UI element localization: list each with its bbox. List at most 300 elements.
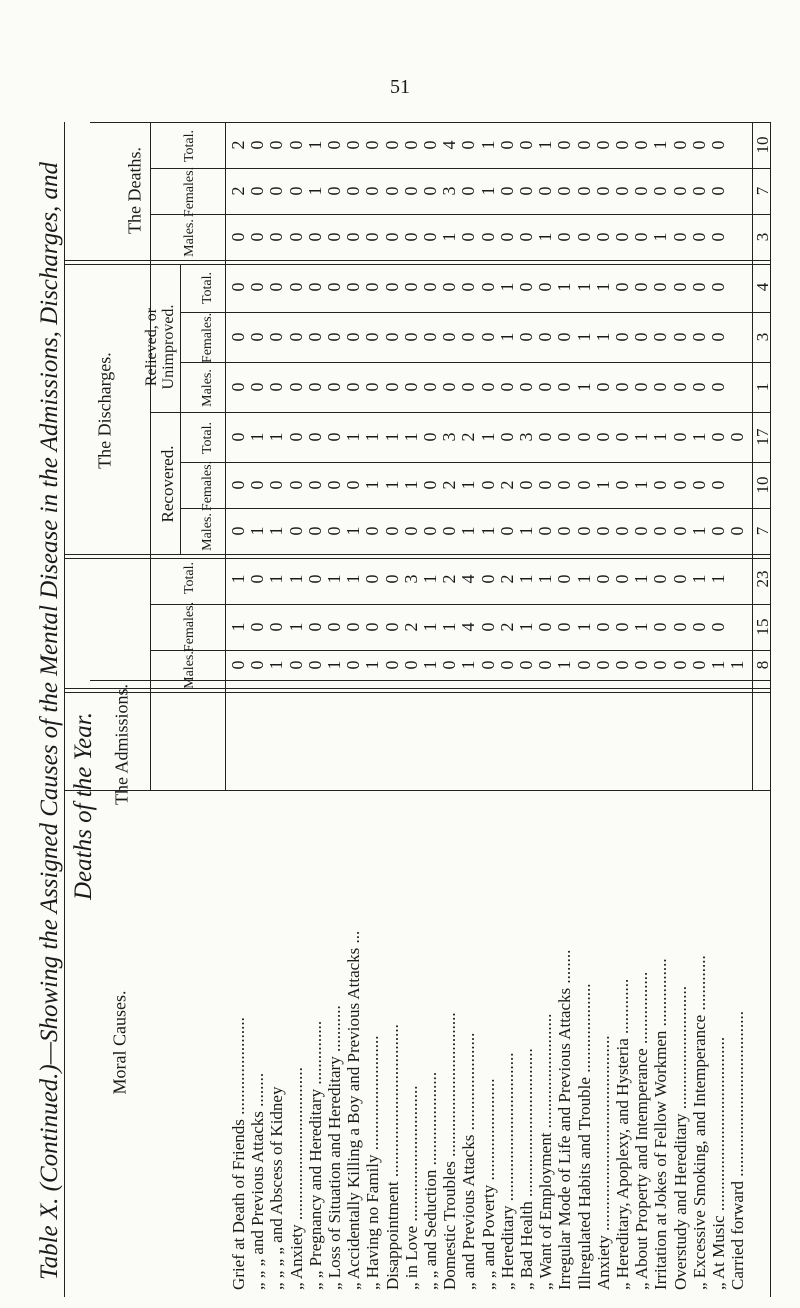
- cell-recovered-total-19: 0: [592, 432, 613, 442]
- cell-deaths-males-13: 0: [477, 232, 498, 242]
- cell-deaths-females-15: 0: [516, 186, 536, 196]
- cell-relieved-females-21: 0: [631, 332, 652, 342]
- cell-recovered-total-12: 2: [458, 432, 479, 442]
- cell-relieved-males-6: 0: [343, 382, 364, 392]
- rule: [64, 692, 770, 693]
- cell-relieved-males-23: 0: [669, 382, 690, 392]
- cell-deaths-females-20: 0: [612, 186, 632, 196]
- cell-admissions-females-15: 1: [516, 622, 536, 632]
- cell-relieved-males-5: 0: [324, 382, 344, 392]
- page-title: [0, 0, 110, 1308]
- cell-recovered-females-24: 0: [688, 480, 709, 490]
- cell-relieved-females-11: 0: [439, 332, 460, 342]
- cell-relieved-females-8: 0: [381, 332, 402, 342]
- cell-admissions-males-15: 0: [516, 660, 536, 670]
- cell-relieved-males-14: 0: [496, 382, 517, 392]
- rule: [180, 312, 770, 313]
- cell-recovered-total-6: 1: [343, 432, 364, 442]
- cause-label: Disappointment ....................................: [382, 1024, 402, 1290]
- cell-admissions-total-11: 2: [439, 574, 460, 584]
- label-admissions-males: Males.: [182, 651, 197, 689]
- cell-recovered-total-18: 0: [573, 432, 594, 442]
- cell-deaths-males-4: 0: [304, 232, 325, 242]
- cause-label: „ Hereditary ...................................: [497, 1052, 517, 1290]
- cell-deaths-total-23: 0: [669, 140, 690, 150]
- cell-relieved-females-18: 1: [573, 332, 594, 342]
- cell-deaths-males-24: 0: [688, 232, 709, 242]
- cell-relieved-females-5: 0: [324, 332, 344, 342]
- cell-relieved-males-10: 0: [420, 382, 440, 392]
- rule: [180, 462, 770, 463]
- label-relieved-total: Total.: [200, 271, 215, 305]
- cell-deaths-males-2: 0: [266, 232, 287, 242]
- cause-label: „ Anxiety ....................................: [286, 1067, 306, 1290]
- cell-recovered-total-1: 1: [247, 432, 268, 442]
- rule: [150, 650, 770, 651]
- cell-deaths-males-9: 0: [400, 232, 421, 242]
- cell-admissions-males-20: 0: [612, 660, 632, 670]
- cell-recovered-males-6: 1: [343, 526, 364, 536]
- cell-recovered-males-21: 0: [631, 526, 652, 536]
- cell-recovered-total-5: 0: [324, 432, 344, 442]
- cell-deaths-total-16: 1: [535, 140, 556, 150]
- cell-deaths-males-0: 0: [228, 232, 248, 242]
- label-admissions-females: Females.: [182, 601, 197, 653]
- cell-relieved-females-16: 0: [535, 332, 556, 342]
- cell-deaths-females-19: 0: [592, 186, 613, 196]
- rule: [225, 122, 226, 790]
- cell-deaths-total-6: 0: [343, 140, 364, 150]
- cause-label: „ and Previous Attacks .......................: [459, 1032, 479, 1290]
- header-moral-causes: Moral Causes.: [109, 990, 130, 1095]
- cause-label: „ Hereditary, Apoplexy, and Hysteria .............: [613, 978, 632, 1290]
- cell-deaths-females-11: 3: [439, 186, 460, 196]
- cell-recovered-total-15: 3: [516, 432, 536, 442]
- cell-relieved-males-13: 0: [477, 382, 498, 392]
- cell-admissions-females-6: 0: [343, 622, 364, 632]
- cell-deaths-males-21: 0: [631, 232, 652, 242]
- cell-recovered-females-21: 1: [631, 480, 652, 490]
- cell-deaths-total-10: 0: [420, 140, 440, 150]
- cell-deaths-males-6: 0: [343, 232, 364, 242]
- cell-recovered-females-10: 0: [420, 480, 440, 490]
- cell-relieved-total-23: 0: [669, 282, 690, 292]
- cell-deaths-males-22: 1: [650, 232, 671, 242]
- rule: [752, 122, 753, 790]
- rule: [150, 604, 770, 605]
- cell-recovered-total-13: 1: [477, 432, 498, 442]
- label-admissions-total: Total.: [182, 561, 197, 595]
- cell-admissions-total-26: 23: [753, 570, 772, 588]
- cause-label: Illregulated Habits and Trouble .....................: [574, 983, 594, 1290]
- cell-admissions-total-14: 2: [496, 574, 517, 584]
- cell-relieved-total-20: 0: [612, 282, 632, 292]
- cell-recovered-total-27: 17: [753, 428, 772, 446]
- cell-recovered-total-23: 0: [669, 432, 690, 442]
- cell-admissions-males-12: 1: [458, 660, 479, 670]
- cell-deaths-total-13: 1: [477, 140, 498, 150]
- rule: [150, 412, 770, 413]
- cause-label: Grief at Death of Friends .......................: [229, 1017, 248, 1290]
- rule: [64, 122, 65, 1297]
- cell-relieved-total-12: 0: [458, 282, 479, 292]
- cell-deaths-total-20: 0: [612, 140, 632, 150]
- cell-relieved-males-15: 0: [516, 382, 536, 392]
- cell-relieved-females-1: 0: [247, 332, 268, 342]
- rule: [180, 508, 770, 509]
- cause-label: „ Bad Health ...................................: [517, 1048, 536, 1290]
- cell-deaths-females-2: 0: [266, 186, 287, 196]
- rule: [64, 260, 770, 261]
- cause-label: „ „ and Poverty ........................: [478, 1078, 498, 1290]
- cell-admissions-males-4: 0: [304, 660, 325, 670]
- cause-label: „ Loss of Situation and Hereditary ...........: [325, 1005, 344, 1290]
- cell-admissions-total-7: 0: [362, 574, 383, 584]
- cell-admissions-total-21: 1: [631, 574, 652, 584]
- cell-admissions-total-15: 1: [516, 574, 536, 584]
- cell-recovered-males-8: 0: [381, 526, 402, 536]
- cell-admissions-males-21: 0: [631, 660, 652, 670]
- cell-admissions-females-0: 1: [228, 622, 248, 632]
- cell-relieved-males-8: 0: [381, 382, 402, 392]
- cell-recovered-total-7: 1: [362, 432, 383, 442]
- cell-recovered-males-14: 0: [496, 526, 517, 536]
- cell-recovered-males-15: 1: [516, 526, 536, 536]
- cell-admissions-total-9: 3: [400, 574, 421, 584]
- cell-deaths-females-3: 0: [285, 186, 306, 196]
- rule: [180, 264, 181, 554]
- cell-deaths-total-22: 1: [650, 140, 671, 150]
- cell-relieved-females-26: 3: [753, 332, 772, 342]
- cell-deaths-total-1: 0: [247, 140, 268, 150]
- cell-admissions-total-23: 0: [669, 574, 690, 584]
- cell-relieved-males-9: 0: [400, 382, 421, 392]
- cell-relieved-males-21: 0: [631, 382, 652, 392]
- cell-recovered-males-7: 0: [362, 526, 383, 536]
- cause-label: „ „ „ „ and Abscess of Kidney: [267, 1086, 287, 1290]
- cell-relieved-males-26: 1: [753, 382, 772, 392]
- cell-admissions-females-19: 0: [592, 622, 613, 632]
- cell-admissions-females-10: 1: [420, 622, 440, 632]
- cell-deaths-total-24: 0: [688, 140, 709, 150]
- cell-admissions-males-14: 0: [496, 660, 517, 670]
- cell-recovered-total-14: 0: [496, 432, 517, 442]
- cell-admissions-males-19: 0: [592, 660, 613, 670]
- cell-recovered-males-23: 0: [669, 526, 690, 536]
- cell-deaths-females-22: 0: [650, 186, 671, 196]
- cell-admissions-total-16: 1: [535, 574, 556, 584]
- cell-admissions-females-1: 0: [247, 622, 268, 632]
- cell-recovered-males-25: 0: [708, 526, 728, 536]
- cell-deaths-total-15: 0: [516, 140, 536, 150]
- rule: [150, 122, 151, 790]
- cell-recovered-males-20: 0: [612, 526, 632, 536]
- cell-admissions-males-27: 8: [753, 660, 772, 670]
- cell-relieved-males-11: 0: [439, 382, 460, 392]
- cell-recovered-females-7: 1: [362, 480, 383, 490]
- cell-deaths-males-7: 0: [362, 232, 383, 242]
- cell-deaths-total-11: 4: [439, 140, 460, 150]
- cell-deaths-males-15: 0: [516, 232, 536, 242]
- cause-label: „ Want of Employment ...........................: [536, 1013, 556, 1290]
- cell-deaths-females-14: 0: [496, 186, 517, 196]
- cell-admissions-total-25: 1: [708, 574, 728, 584]
- cell-admissions-females-23: 0: [669, 622, 690, 632]
- cell-relieved-total-16: 0: [535, 282, 556, 292]
- cell-deaths-males-23: 0: [669, 232, 690, 242]
- cell-admissions-males-23: 0: [669, 660, 690, 670]
- cell-relieved-total-15: 0: [516, 282, 536, 292]
- cell-admissions-females-24: 0: [688, 622, 709, 632]
- cell-relieved-females-2: 0: [266, 332, 287, 342]
- cell-admissions-total-6: 1: [343, 574, 364, 584]
- cell-relieved-females-3: 0: [285, 332, 306, 342]
- cell-deaths-males-8: 0: [381, 232, 402, 242]
- cell-recovered-total-25: 0: [708, 432, 728, 442]
- cell-recovered-females-8: 1: [381, 480, 402, 490]
- cell-admissions-males-7: 1: [362, 660, 383, 670]
- cell-recovered-males-2: 1: [266, 526, 287, 536]
- cell-recovered-males-19: 0: [592, 526, 613, 536]
- cell-deaths-males-12: 0: [458, 232, 479, 242]
- cell-recovered-total-10: 0: [420, 432, 440, 442]
- cause-label: „ At Music .........................................: [709, 1036, 728, 1290]
- cell-recovered-females-19: 1: [592, 480, 613, 490]
- cell-deaths-total-19: 0: [592, 140, 613, 150]
- cell-recovered-males-4: 0: [304, 526, 325, 536]
- cell-recovered-total-11: 3: [439, 432, 460, 442]
- cell-deaths-females-25: 0: [708, 186, 728, 196]
- cell-recovered-total-26: 0: [727, 432, 748, 442]
- cell-deaths-total-4: 1: [304, 140, 325, 150]
- rule: [150, 168, 770, 169]
- cell-relieved-males-3: 0: [285, 382, 306, 392]
- cell-deaths-females-4: 1: [304, 186, 325, 196]
- cell-recovered-males-5: 0: [324, 526, 344, 536]
- cell-admissions-total-20: 0: [612, 574, 632, 584]
- cause-label: „ Accidentally Killing a Boy and Previous Attacks ...: [344, 930, 364, 1290]
- cause-label: „ Having no Family ...........................: [363, 1035, 383, 1290]
- cell-relieved-males-1: 0: [247, 382, 268, 392]
- cell-deaths-females-9: 0: [400, 186, 421, 196]
- cell-recovered-males-24: 1: [688, 526, 709, 536]
- cell-recovered-females-0: 0: [228, 480, 248, 490]
- cell-recovered-females-26: 10: [753, 476, 772, 494]
- cell-recovered-total-24: 1: [688, 432, 709, 442]
- cause-label: Irregular Mode of Life and Previous Attacks ........: [555, 949, 575, 1290]
- cell-recovered-females-11: 2: [439, 480, 460, 490]
- cell-relieved-females-24: 0: [688, 332, 709, 342]
- cell-admissions-males-25: 1: [708, 660, 728, 670]
- cell-admissions-females-8: 0: [381, 622, 402, 632]
- rule: [64, 688, 770, 689]
- cause-label: „ „ „ and Previous Attacks ........: [248, 1072, 268, 1290]
- cell-recovered-males-12: 1: [458, 526, 479, 536]
- cell-recovered-males-18: 0: [573, 526, 594, 536]
- cell-relieved-males-19: 0: [592, 382, 613, 392]
- cell-admissions-total-13: 0: [477, 574, 498, 584]
- cell-admissions-males-24: 0: [688, 660, 709, 670]
- cell-recovered-females-5: 0: [324, 480, 344, 490]
- cell-admissions-total-1: 0: [247, 574, 268, 584]
- cell-deaths-total-18: 0: [573, 140, 594, 150]
- cause-label: Domestic Troubles ..................................: [440, 1012, 460, 1290]
- cell-deaths-females-13: 1: [477, 186, 498, 196]
- cell-admissions-males-0: 0: [228, 660, 248, 670]
- cell-admissions-males-5: 1: [324, 660, 344, 670]
- cell-deaths-males-26: 3: [753, 232, 772, 242]
- cell-relieved-males-12: 0: [458, 382, 479, 392]
- cell-recovered-males-11: 0: [439, 526, 460, 536]
- cell-deaths-females-0: 2: [228, 186, 248, 196]
- cell-deaths-females-18: 0: [573, 186, 594, 196]
- cell-recovered-females-20: 0: [612, 480, 632, 490]
- cell-deaths-females-26: 7: [753, 186, 772, 196]
- cell-deaths-males-25: 0: [708, 232, 728, 242]
- cell-relieved-total-14: 1: [496, 282, 517, 292]
- cell-relieved-total-0: 0: [228, 282, 248, 292]
- cell-admissions-total-10: 1: [420, 574, 440, 584]
- cell-relieved-males-4: 0: [304, 382, 325, 392]
- label-deaths-females: Females.: [182, 166, 197, 218]
- cell-admissions-males-22: 0: [650, 660, 671, 670]
- cell-admissions-males-8: 0: [381, 660, 402, 670]
- cause-label: Overstudy and Hereditary .............................: [670, 985, 690, 1290]
- cell-admissions-females-9: 2: [400, 622, 421, 632]
- cell-recovered-females-9: 1: [400, 480, 421, 490]
- cell-recovered-females-17: 0: [554, 480, 575, 490]
- cell-relieved-females-6: 0: [343, 332, 364, 342]
- cell-deaths-males-3: 0: [285, 232, 306, 242]
- cause-label: Irritation at Jokes of Fellow Workmen ................: [651, 958, 671, 1290]
- cell-relieved-total-21: 0: [631, 282, 652, 292]
- cell-relieved-males-2: 0: [266, 382, 287, 392]
- cell-deaths-total-3: 0: [285, 140, 306, 150]
- cell-deaths-total-7: 0: [362, 140, 383, 150]
- cell-admissions-females-12: 4: [458, 622, 479, 632]
- cell-recovered-total-3: 0: [285, 432, 306, 442]
- cell-admissions-total-12: 4: [458, 574, 479, 584]
- cell-deaths-females-23: 0: [669, 186, 690, 196]
- label-deaths-total: Total.: [182, 129, 197, 163]
- cell-relieved-total-6: 0: [343, 282, 364, 292]
- cell-relieved-total-8: 0: [381, 282, 402, 292]
- cell-deaths-males-19: 0: [592, 232, 613, 242]
- cell-relieved-total-13: 0: [477, 282, 498, 292]
- cause-label: Anxiety ..............................................: [593, 1035, 613, 1290]
- cell-relieved-males-25: 0: [708, 382, 728, 392]
- cell-admissions-males-13: 0: [477, 660, 498, 670]
- cell-admissions-females-2: 0: [266, 622, 287, 632]
- cell-admissions-total-0: 1: [228, 574, 248, 584]
- cell-relieved-total-22: 0: [650, 282, 671, 292]
- label-relieved-females: Females.: [200, 312, 215, 364]
- cell-relieved-total-17: 1: [554, 282, 575, 292]
- cell-admissions-females-22: 0: [650, 622, 671, 632]
- cell-relieved-females-22: 0: [650, 332, 671, 342]
- cell-admissions-total-22: 0: [650, 574, 671, 584]
- title-line-2: Deaths of the Year.: [70, 712, 97, 900]
- cell-recovered-total-20: 0: [612, 432, 632, 442]
- cell-deaths-total-5: 0: [324, 140, 344, 150]
- cell-admissions-females-11: 1: [439, 622, 460, 632]
- cell-recovered-total-8: 1: [381, 432, 402, 442]
- cell-recovered-total-17: 0: [554, 432, 575, 442]
- rule: [64, 558, 770, 559]
- cell-recovered-total-21: 1: [631, 432, 652, 442]
- cell-deaths-total-14: 0: [496, 140, 517, 150]
- cell-relieved-total-24: 0: [688, 282, 709, 292]
- cell-deaths-females-5: 0: [324, 186, 344, 196]
- cell-admissions-females-14: 2: [496, 622, 517, 632]
- cell-relieved-males-0: 0: [228, 382, 248, 392]
- cell-relieved-total-11: 0: [439, 282, 460, 292]
- header-deaths: The Deaths.: [124, 147, 145, 234]
- cell-admissions-total-4: 0: [304, 574, 325, 584]
- cell-recovered-males-26: 0: [727, 526, 748, 536]
- cell-relieved-females-9: 0: [400, 332, 421, 342]
- cell-recovered-females-1: 0: [247, 480, 268, 490]
- cell-recovered-males-22: 0: [650, 526, 671, 536]
- cell-recovered-males-1: 1: [247, 526, 268, 536]
- cell-admissions-females-20: 0: [612, 622, 632, 632]
- cell-relieved-total-26: 4: [753, 282, 772, 292]
- cell-recovered-total-9: 1: [400, 432, 421, 442]
- cell-relieved-males-20: 0: [612, 382, 632, 392]
- cell-relieved-females-17: 0: [554, 332, 575, 342]
- cell-relieved-females-13: 0: [477, 332, 498, 342]
- cell-deaths-females-10: 0: [420, 186, 440, 196]
- cell-recovered-total-22: 1: [650, 432, 671, 442]
- cell-relieved-total-9: 0: [400, 282, 421, 292]
- label-recovered-males: Males.: [200, 513, 215, 551]
- cell-admissions-females-4: 0: [304, 622, 325, 632]
- cell-recovered-females-3: 0: [285, 480, 306, 490]
- cell-admissions-males-11: 0: [439, 660, 460, 670]
- cause-label: „ About Property and Intemperance .................: [632, 971, 652, 1290]
- cell-recovered-males-17: 0: [554, 526, 575, 536]
- cause-label: „ Excessive Smoking, and Intemperance .............: [689, 955, 709, 1290]
- cell-recovered-females-23: 0: [669, 480, 690, 490]
- cell-recovered-females-12: 1: [458, 480, 479, 490]
- cell-admissions-females-3: 1: [285, 622, 306, 632]
- cell-admissions-females-7: 0: [362, 622, 383, 632]
- cell-relieved-females-15: 0: [516, 332, 536, 342]
- cell-relieved-total-10: 0: [420, 282, 440, 292]
- cell-deaths-total-9: 0: [400, 140, 421, 150]
- rule: [180, 362, 770, 363]
- cell-recovered-males-27: 7: [753, 526, 772, 536]
- cell-deaths-total-8: 0: [381, 140, 402, 150]
- cell-recovered-females-16: 0: [535, 480, 556, 490]
- cell-deaths-females-7: 0: [362, 186, 383, 196]
- cell-relieved-total-7: 0: [362, 282, 383, 292]
- cell-relieved-females-19: 1: [592, 332, 613, 342]
- cell-relieved-males-18: 1: [573, 382, 594, 392]
- cell-relieved-females-0: 0: [228, 332, 248, 342]
- cell-admissions-total-2: 1: [266, 574, 287, 584]
- cell-deaths-total-12: 0: [458, 140, 479, 150]
- cell-recovered-males-0: 0: [228, 526, 248, 536]
- cell-deaths-total-25: 0: [708, 140, 728, 150]
- cell-admissions-females-17: 0: [554, 622, 575, 632]
- header-recovered: Recovered.: [158, 445, 177, 523]
- cell-deaths-males-16: 1: [535, 232, 556, 242]
- rule: [64, 264, 770, 265]
- cell-admissions-males-26: 1: [727, 660, 748, 670]
- cell-deaths-total-0: 2: [228, 140, 248, 150]
- cell-admissions-males-6: 0: [343, 660, 364, 670]
